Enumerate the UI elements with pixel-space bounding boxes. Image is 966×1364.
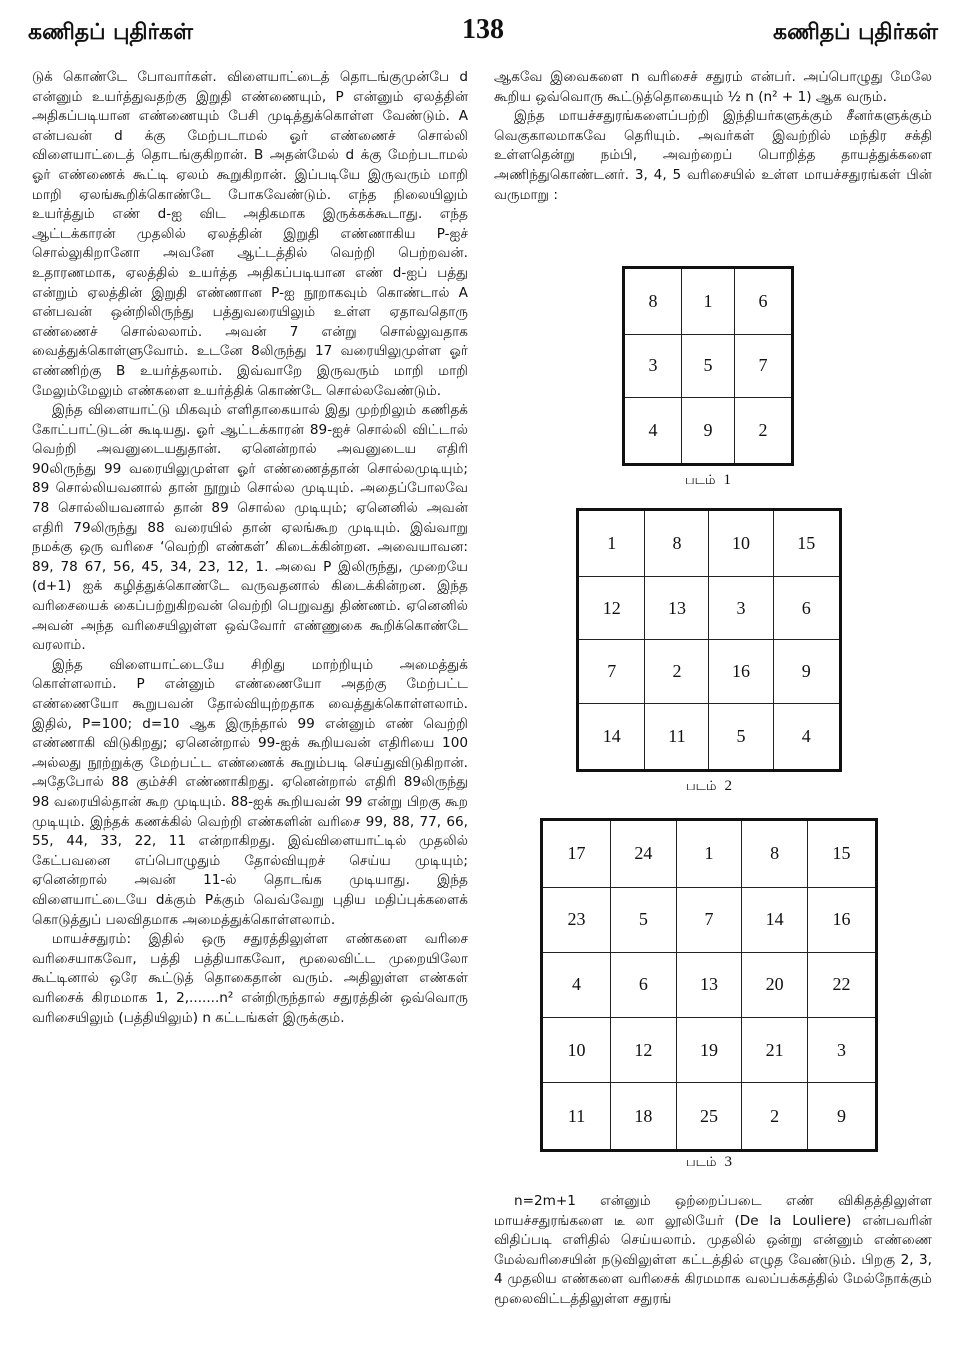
grid-cell: 3 bbox=[709, 576, 773, 640]
caption-label: படம் bbox=[686, 1155, 717, 1170]
paragraph: n=2m+1 என்னும் ஒற்றைப்படை எண் விகிதத்திலுள்ள மாயச்சதுரங்களை டீ லா லூலியேர் (De la Louliere) என்பவரின் விதிப்படி எளிதில் செய்யலாம். முதலில் ஒன்று என்னும் எண்ணை மேல்வரிசையின் நடுவிலுள்ள கட்டத்தில் எழுத வேண்டும். பிறகு 2, 3, 4 முதலிய எண்களை வரிசைக் கிரமமாக வலப்பக்கத்தில் மேல்நோக்கும் மூலைவிட்டத்திலுள்ள சதுரங் bbox=[494, 1193, 932, 1307]
figure-caption bbox=[622, 472, 794, 489]
grid-cell: 12 bbox=[578, 576, 645, 640]
grid-cell: 8 bbox=[645, 510, 709, 577]
paragraph: ஆகவே இவைகளை n வரிசைச் சதுரம் என்பர். அப்பொழுது மேலே கூறிய ஒவ்வொரு கூட்டுத்தொகையும் ½ n (n² + 1) ஆக வரும். bbox=[494, 69, 932, 105]
grid-cell: 9 bbox=[807, 1083, 876, 1151]
grid-cell: 11 bbox=[645, 704, 709, 771]
grid-cell: 7 bbox=[578, 640, 645, 704]
page-number: 138 bbox=[462, 14, 504, 45]
grid-cell: 1 bbox=[682, 268, 735, 335]
paragraph: இந்த விளையாட்டையே சிறிது மாற்றியும் அமைத்துக் கொள்ளலாம். P என்னும் எண்ணையோ அதற்கு மேற்பட்ட எண்ணையோ கூறுபவன் தோல்வியுற்றதாக வைத்துக்கொள்ளலாம். இதில், P=100; d=10 ஆக இருந்தால் 99 என்னும் எண் வெற்றி எண்ணாகி விடுகிறது; ஏனென்றால் 99-ஐக் கூறியவன் எதிரியை 100 அல்லது நூற்றுக்கு மேற்பட்ட எண்ணைக் கூறும்படி செய்துவிடுகிறான். அதேபோல் 88 கும்ச்சி எண்ணாகிறது. ஏனென்றால் எதிரி 89லிருந்து 98 வரையில்தான் கூற முடியும். 88-ஐக் கூறியவன் 99 என்று பிறகு கூற முடியும். இந்தக் கணக்கில் வெற்றி எண்களின் வரிசை 99, 88, 77, 66, 55, 44, 33, 22, 11 என்றாகிறது. இவ்விளையாட்டில் முதலில் கேட்பவனை எப்பொழுதும் தோல்வியுறச் செய்ய முடியும்; ஏனென்றால் அவன் 11-ல் தொடங்க முடியாது. இந்த விளையாட்டையே dக்கும் Pக்கும் வெவ்வேறு புதிய மதிப்புக்களைக் கொடுத்துப் பலவிதமாக அமைத்துக்கொள்ளலாம். bbox=[32, 656, 468, 928]
grid-cell: 4 bbox=[773, 704, 840, 771]
page-header bbox=[28, 14, 938, 54]
grid-cell: 15 bbox=[807, 820, 876, 888]
paragraph: டுக் கொண்டே போவார்கள். விளையாட்டைத் தொடங்குமுன்பே d என்னும் உயர்த்துவதற்கு இறுதி எண்ணையும், P என்னும் ஏலத்தின் அதிகப்படியான எண்ணையும் பேசி முடித்துக்கொள்ள வேண்டும். A என்பவன் d க்கு மேற்படாமல் ஓர் எண்ணைச் சொல்லி விளையாட்டைத் தொடங்குகிறான். B அதன்மேல் d க்கு மேற்படாமல் ஓர் எண்ணைக் கூட்டி ஏலம் கூறுகிறான். இப்படியே இருவரும் மாறி மாறி ஏலங்கூறிக்கொண்டே போகவேண்டும். எந்த நிலையிலும் உயர்த்தும் எண் d-ஐ விட அதிகமாக இருக்கக்கூடாது. எந்த ஆட்டக்காரன் முதலில் ஏலத்தின் இறுதி எண்ணாகிய P-ஐச் சொல்லுகிறானோ அவனே ஆட்டத்தில் வெற்றி பெற்றவன். உதாரணமாக, ஏலத்தில் உயர்த்த அதிகப்படியான எண் d-ஐப் பத்து என்றும் ஏலத்தின் இறுதி எண்ணான P-ஐ நூறாகவும் கொண்டால் A என்பவன் ஒன்றிலிருந்து பத்துவரையிலும் உள்ள ஏதாவதொரு எண்ணைச் சொல்லலாம். அவன் 7 என்று சொல்லுவதாக வைத்துக்கொள்ளுவோம். உடனே 8லிருந்து 17 வரையிலுமுள்ள ஓர் எண்ணிற்கு B உயர்த்தலாம். இவ்வாறே இருவரும் மாறி மாறி மேலும்மேலும் எண்களை உயர்த்திக் கொண்டே சொல்லவேண்டும். bbox=[32, 69, 468, 399]
grid-cell: 10 bbox=[709, 510, 773, 577]
grid-cell: 16 bbox=[807, 887, 876, 952]
grid-cell: 11 bbox=[542, 1083, 611, 1151]
grid-cell: 1 bbox=[676, 820, 742, 888]
grid-cell: 4 bbox=[542, 952, 611, 1017]
magic-square-3x3 bbox=[622, 266, 794, 466]
grid-cell: 6 bbox=[734, 268, 792, 335]
left-column bbox=[32, 68, 468, 1028]
grid-cell: 6 bbox=[773, 576, 840, 640]
grid-cell: 1 bbox=[578, 510, 645, 577]
grid-cell: 9 bbox=[682, 398, 735, 465]
figure-caption bbox=[576, 778, 842, 795]
grid-cell: 14 bbox=[578, 704, 645, 771]
grid-cell: 18 bbox=[611, 1083, 677, 1151]
grid-cell: 4 bbox=[624, 398, 682, 465]
grid-cell: 24 bbox=[611, 820, 677, 888]
paragraph: இந்த மாயச்சதுரங்களைப்பற்றி இந்தியர்களுக்கும் சீனர்களுக்கும் வெகுகாலமாகவே தெரியும். அவர்கள் இவற்றில் மந்திர சக்தி உள்ளதென்று நம்பி, அவற்றைப் பொறித்த தாயத்துக்களை அணிந்துகொண்டனர். 3, 4, 5 வரிசையில் உள்ள மாயச்சதுரங்கள் பின் வருமாறு : bbox=[494, 108, 932, 203]
grid-cell: 15 bbox=[773, 510, 840, 577]
running-title-right: கணிதப் புதிர்கள் bbox=[773, 20, 938, 45]
right-column-continued bbox=[494, 1192, 932, 1310]
grid-cell: 10 bbox=[542, 1018, 611, 1083]
grid-cell: 6 bbox=[611, 952, 677, 1017]
grid-cell: 12 bbox=[611, 1018, 677, 1083]
grid-cell: 5 bbox=[682, 334, 735, 398]
grid-cell: 2 bbox=[742, 1083, 808, 1151]
grid-cell: 5 bbox=[611, 887, 677, 952]
grid-cell: 5 bbox=[709, 704, 773, 771]
grid-cell: 3 bbox=[807, 1018, 876, 1083]
right-column bbox=[494, 68, 932, 205]
grid-cell: 25 bbox=[676, 1083, 742, 1151]
caption-number: 3 bbox=[724, 1154, 732, 1170]
grid-cell: 19 bbox=[676, 1018, 742, 1083]
grid-cell: 20 bbox=[742, 952, 808, 1017]
figure-caption bbox=[540, 1154, 878, 1171]
grid-cell: 21 bbox=[742, 1018, 808, 1083]
grid-cell: 14 bbox=[742, 887, 808, 952]
grid-cell: 13 bbox=[645, 576, 709, 640]
paragraph: இந்த விளையாட்டு மிகவும் எளிதாகையால் இது முற்றிலும் கணிதக் கோட்பாட்டுடன் கூடியது. ஓர் ஆட்டக்காரன் 89-ஐச் சொல்லி விட்டால் வெற்றி அவனுடையதுதான். ஏனென்றால் அவனுடைய எதிரி 90லிருந்து 99 வரையிலுமுள்ள ஓர் எண்ணைத்தான் சொல்லமுடியும்; 89 சொல்லியவனால் தான் நூறும் சொல்ல முடியும். அதைப்போலவே 78 சொல்லியவனால் தான் 89 சொல்ல முடியும்; ஏனெனில் அவன் எதிரி 79லிருந்து 88 வரையில் தான் ஏலங்கூற முடியும். இவ்வாறு நமக்கு ஒரு வரிசை ‘வெற்றி எண்கள்’ கிடைக்கின்றன. அவையாவன: 89, 78 67, 56, 45, 34, 23, 12, 1. அவை P இலிருந்து, முறையே (d+1) ஐக் கழித்துக்கொண்டே வருவதனால் கிடைக்கின்றன. இந்த வரிசையைக் கைப்பற்றுகிறவன் வெற்றி பெறுவது திண்ணம். ஏனெனில் அவன் அந்த வரிசையிலுள்ள ஒவ்வோர் எண்ணுகை கூறிக்கொண்டே வரலாம். bbox=[32, 402, 468, 654]
running-title-left: கணிதப் புதிர்கள் bbox=[28, 20, 193, 45]
grid-cell: 22 bbox=[807, 952, 876, 1017]
caption-number: 1 bbox=[723, 472, 731, 488]
magic-square-5x5 bbox=[540, 818, 878, 1152]
grid-cell: 8 bbox=[624, 268, 682, 335]
caption-label: படம் bbox=[686, 779, 717, 794]
grid-cell: 9 bbox=[773, 640, 840, 704]
grid-cell: 17 bbox=[542, 820, 611, 888]
grid-cell: 16 bbox=[709, 640, 773, 704]
caption-label: படம் bbox=[685, 473, 716, 488]
grid-cell: 3 bbox=[624, 334, 682, 398]
grid-cell: 7 bbox=[734, 334, 792, 398]
grid-cell: 23 bbox=[542, 887, 611, 952]
grid-cell: 13 bbox=[676, 952, 742, 1017]
caption-number: 2 bbox=[724, 778, 732, 794]
grid-cell: 2 bbox=[645, 640, 709, 704]
grid-cell: 8 bbox=[742, 820, 808, 888]
grid-cell: 7 bbox=[676, 887, 742, 952]
magic-square-4x4 bbox=[576, 508, 842, 772]
grid-cell: 2 bbox=[734, 398, 792, 465]
paragraph: மாயச்சதுரம்: இதில் ஒரு சதுரத்திலுள்ள எண்களை வரிசை வரிசையாகவோ, பத்தி பத்தியாகவோ, மூலைவிட்ட முறையிலோ கூட்டினால் ஒரே கூட்டுத் தொகைதான் வரும். அதிலுள்ள எண்கள் வரிசைக் கிரமமாக 1, 2,.......n² என்றிருந்தால் சதுரத்தின் ஒவ்வொரு வரிசையிலும் (பத்தியிலும்) n கட்டங்கள் இருக்கும். bbox=[32, 931, 468, 1026]
